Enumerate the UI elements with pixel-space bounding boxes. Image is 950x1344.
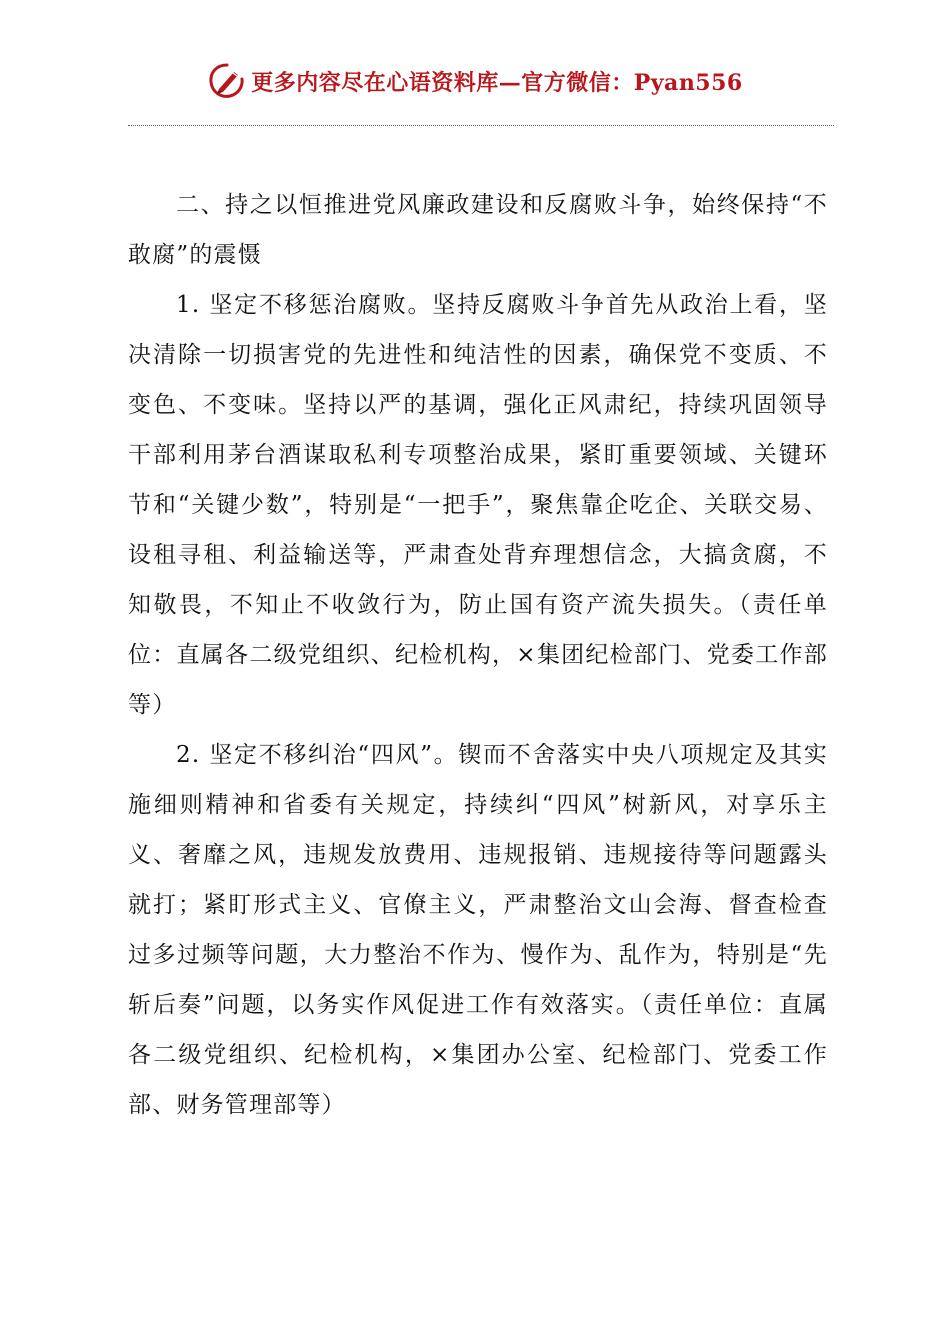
- paragraph-1: 1. 坚定不移惩治腐败。坚持反腐败斗争首先从政治上看，坚决清除一切损害党的先进性和纯洁性的因素，确保党不变质、不变色、不变味。坚持以严的基调，强化正风肃纪，持续巩固领导干部利用茅台酒谋取私利专项整治成果，紧盯重要领域、关键环节和“关键少数”，特别是“一把手”，聚焦靠企吃企、关联交易、设租寻租、利益输送等，严肃查处背弃理想信念，大搞贪腐，不知敬畏，不知止不收敛行为，防止国有资产流失损失。（责任单位：直属各二级党组织、纪检机构，×集团纪检部门、党委工作部等）: [128, 292, 828, 718]
- watermark-header: [0, 58, 950, 104]
- paragraph-2: 2. 坚定不移纠治“四风”。锲而不舍落实中央八项规定及其实施细则精神和省委有关规定，持续纠“四风”树新风，对享乐主义、奢靡之风，违规发放费用、违规报销、违规接待等问题露头就打；紧盯形式主义、官僚主义，严肃整治文山会海、督查检查过多过频等问题，大力整治不作为、慢作为、乱作为，特别是“先斩后奏”问题，以务实作风促进工作有效落实。（责任单位：直属各二级党组织、纪检机构，×集团办公室、纪检部门、党委工作部、财务管理部等）: [128, 742, 828, 1118]
- document-body: [128, 180, 828, 1130]
- header-divider: [128, 125, 834, 126]
- header-text: 更多内容尽在心语资料库—官方微信：Pyan556: [251, 69, 743, 96]
- pen-nib-swirl-icon: [207, 61, 247, 101]
- section-heading: 二、持之以恒推进党风廉政建设和反腐败斗争，始终保持“不敢腐”的震慑: [128, 192, 828, 268]
